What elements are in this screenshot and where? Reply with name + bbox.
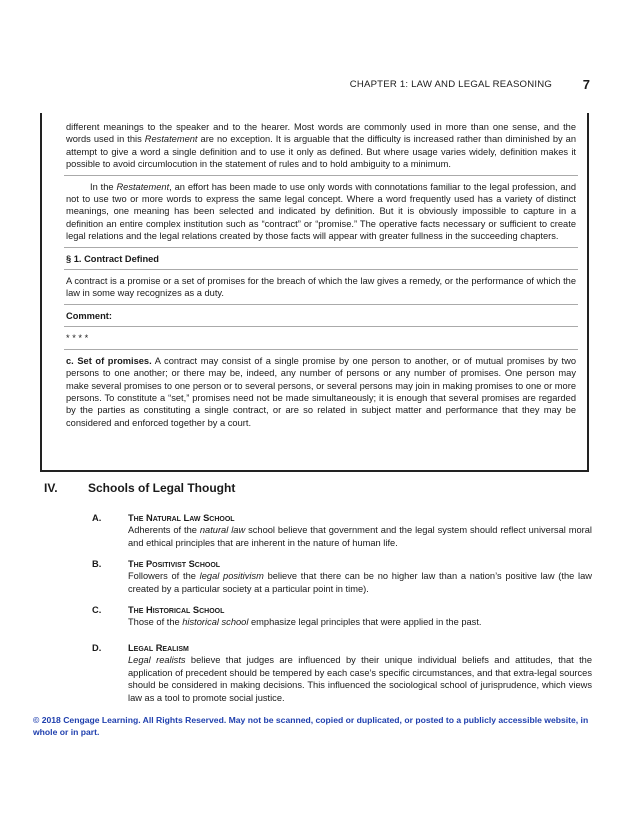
text-run: Followers of the — [128, 571, 200, 582]
emphasis-text: Restatement — [144, 134, 198, 145]
asterisks: * * * * — [66, 333, 89, 344]
text-run: Adherents of the — [128, 525, 200, 536]
comment-c-text: A contract may consist of a single promise by one person to another, or of mutual promises by two persons to one another; or there may be, indeed, any number of persons or any number of promises. One person may make several promises to one person or to several persons, or several persons may join in making promises to one or more persons. To constitute a “set,” promises need not be made simultaneously; it is enough that several promises are regarded by the parties as constituting a single contract, or are so related in subject matter and performance that they may be considered and enforced together by a court. — [66, 355, 577, 428]
divider — [64, 175, 578, 176]
text-run: believe that there can be no higher law than a nation’s positive law (the law created by a particular society at a particular point in time). — [128, 571, 592, 594]
text-run: In the — [90, 181, 117, 192]
school-letter: B. — [92, 559, 102, 569]
school-legal-realism — [92, 642, 592, 704]
section-heading: § 1. Contract Defined — [66, 253, 159, 264]
text-run: are no exception. It is arguable that the difficulty is increased rather than diminished by an attempt to give a word a single definition and to use it only as defined. But where usage varies widely, definition makes it possible to avoid circumlocution in the statement of rules and to hold ambiguity to a minimum. — [66, 134, 577, 170]
emphasis-text: historical school — [182, 617, 249, 628]
comment-c-label: c. Set of promises. — [66, 355, 152, 366]
section-text: A contract is a promise or a set of promises for the breach of which the law gives a remedy, or the performance of which the law in some way recognizes as a duty. — [66, 276, 576, 299]
excerpt-paragraph — [66, 181, 576, 243]
school-natural-law — [92, 512, 592, 549]
emphasis-text: natural law — [199, 525, 246, 536]
school-heading: The Natural Law School — [128, 513, 235, 523]
divider — [64, 247, 578, 248]
school-heading: The Historical School — [128, 605, 225, 615]
text-run: Those of the — [128, 617, 183, 628]
excerpt-paragraph — [66, 121, 576, 171]
school-text — [128, 570, 592, 595]
text-run: different meanings to the speaker and to the hearer. Most words are commonly used in more than one sense, and the words used in this — [66, 122, 576, 145]
page-number: 7 — [582, 77, 590, 92]
school-letter: A. — [92, 513, 102, 523]
divider — [64, 326, 578, 327]
divider — [64, 269, 578, 270]
divider — [64, 304, 578, 305]
school-historical — [92, 604, 592, 629]
comment-label: Comment: — [66, 310, 112, 321]
school-text — [128, 654, 592, 704]
school-letter: C. — [92, 605, 102, 615]
section-number: IV. — [44, 481, 58, 495]
restatement-excerpt-box — [40, 113, 589, 472]
school-letter: D. — [92, 643, 102, 653]
school-text — [128, 616, 592, 628]
section-heading-iv — [44, 481, 235, 495]
chapter-title: CHAPTER 1: LAW AND LEGAL REASONING — [349, 79, 552, 90]
comment-c-paragraph — [66, 355, 576, 429]
school-positivist — [92, 558, 592, 595]
text-run: , an effort has been made to use only words with connotations familiar to the legal profession, and not to use two or more words to express the same legal concept. Where a word frequently used has a variety of distinct meanings, one meaning has been selected and indicated by definition. But it is obviously impossible to capture in a definition an entire complex institution such as “contract” or “promise.” The operative facts necessary or sufficient to create legal relations and the legal relations created by those facts will appear with greater fullness in the succeeding chapters. — [66, 181, 577, 242]
section-title: Schools of Legal Thought — [88, 481, 236, 495]
text-run: believe that judges are influenced by their unique individual beliefs and attitudes, that the application of precedent should be tempered by each case’s specific circumstances, and that extra-legal sources should be considered in making decisions. This influenced the sociological school of jurisprudence, which views law as a tool to promote social justice. — [128, 655, 592, 703]
emphasis-text: Legal realists — [128, 655, 186, 666]
school-heading: Legal Realism — [128, 643, 189, 653]
text-run: emphasize legal principles that were applied in the past. — [248, 617, 482, 628]
divider — [64, 349, 578, 350]
page-header — [0, 77, 638, 93]
restatement-excerpt-content — [66, 121, 576, 429]
copyright-notice: © 2018 Cengage Learning. All Rights Reserved. May not be scanned, copied or duplicated, or posted to a publicly accessible website, in whole or in part. — [33, 715, 589, 737]
school-text — [128, 524, 592, 549]
emphasis-text: legal positivism — [199, 571, 264, 582]
text-run: school believe that government and the legal system should reflect universal moral and ethical principles that are inherent in the nature of human life. — [128, 525, 592, 548]
school-heading: The Positivist School — [128, 559, 221, 569]
emphasis-text: Restatement — [116, 181, 170, 192]
